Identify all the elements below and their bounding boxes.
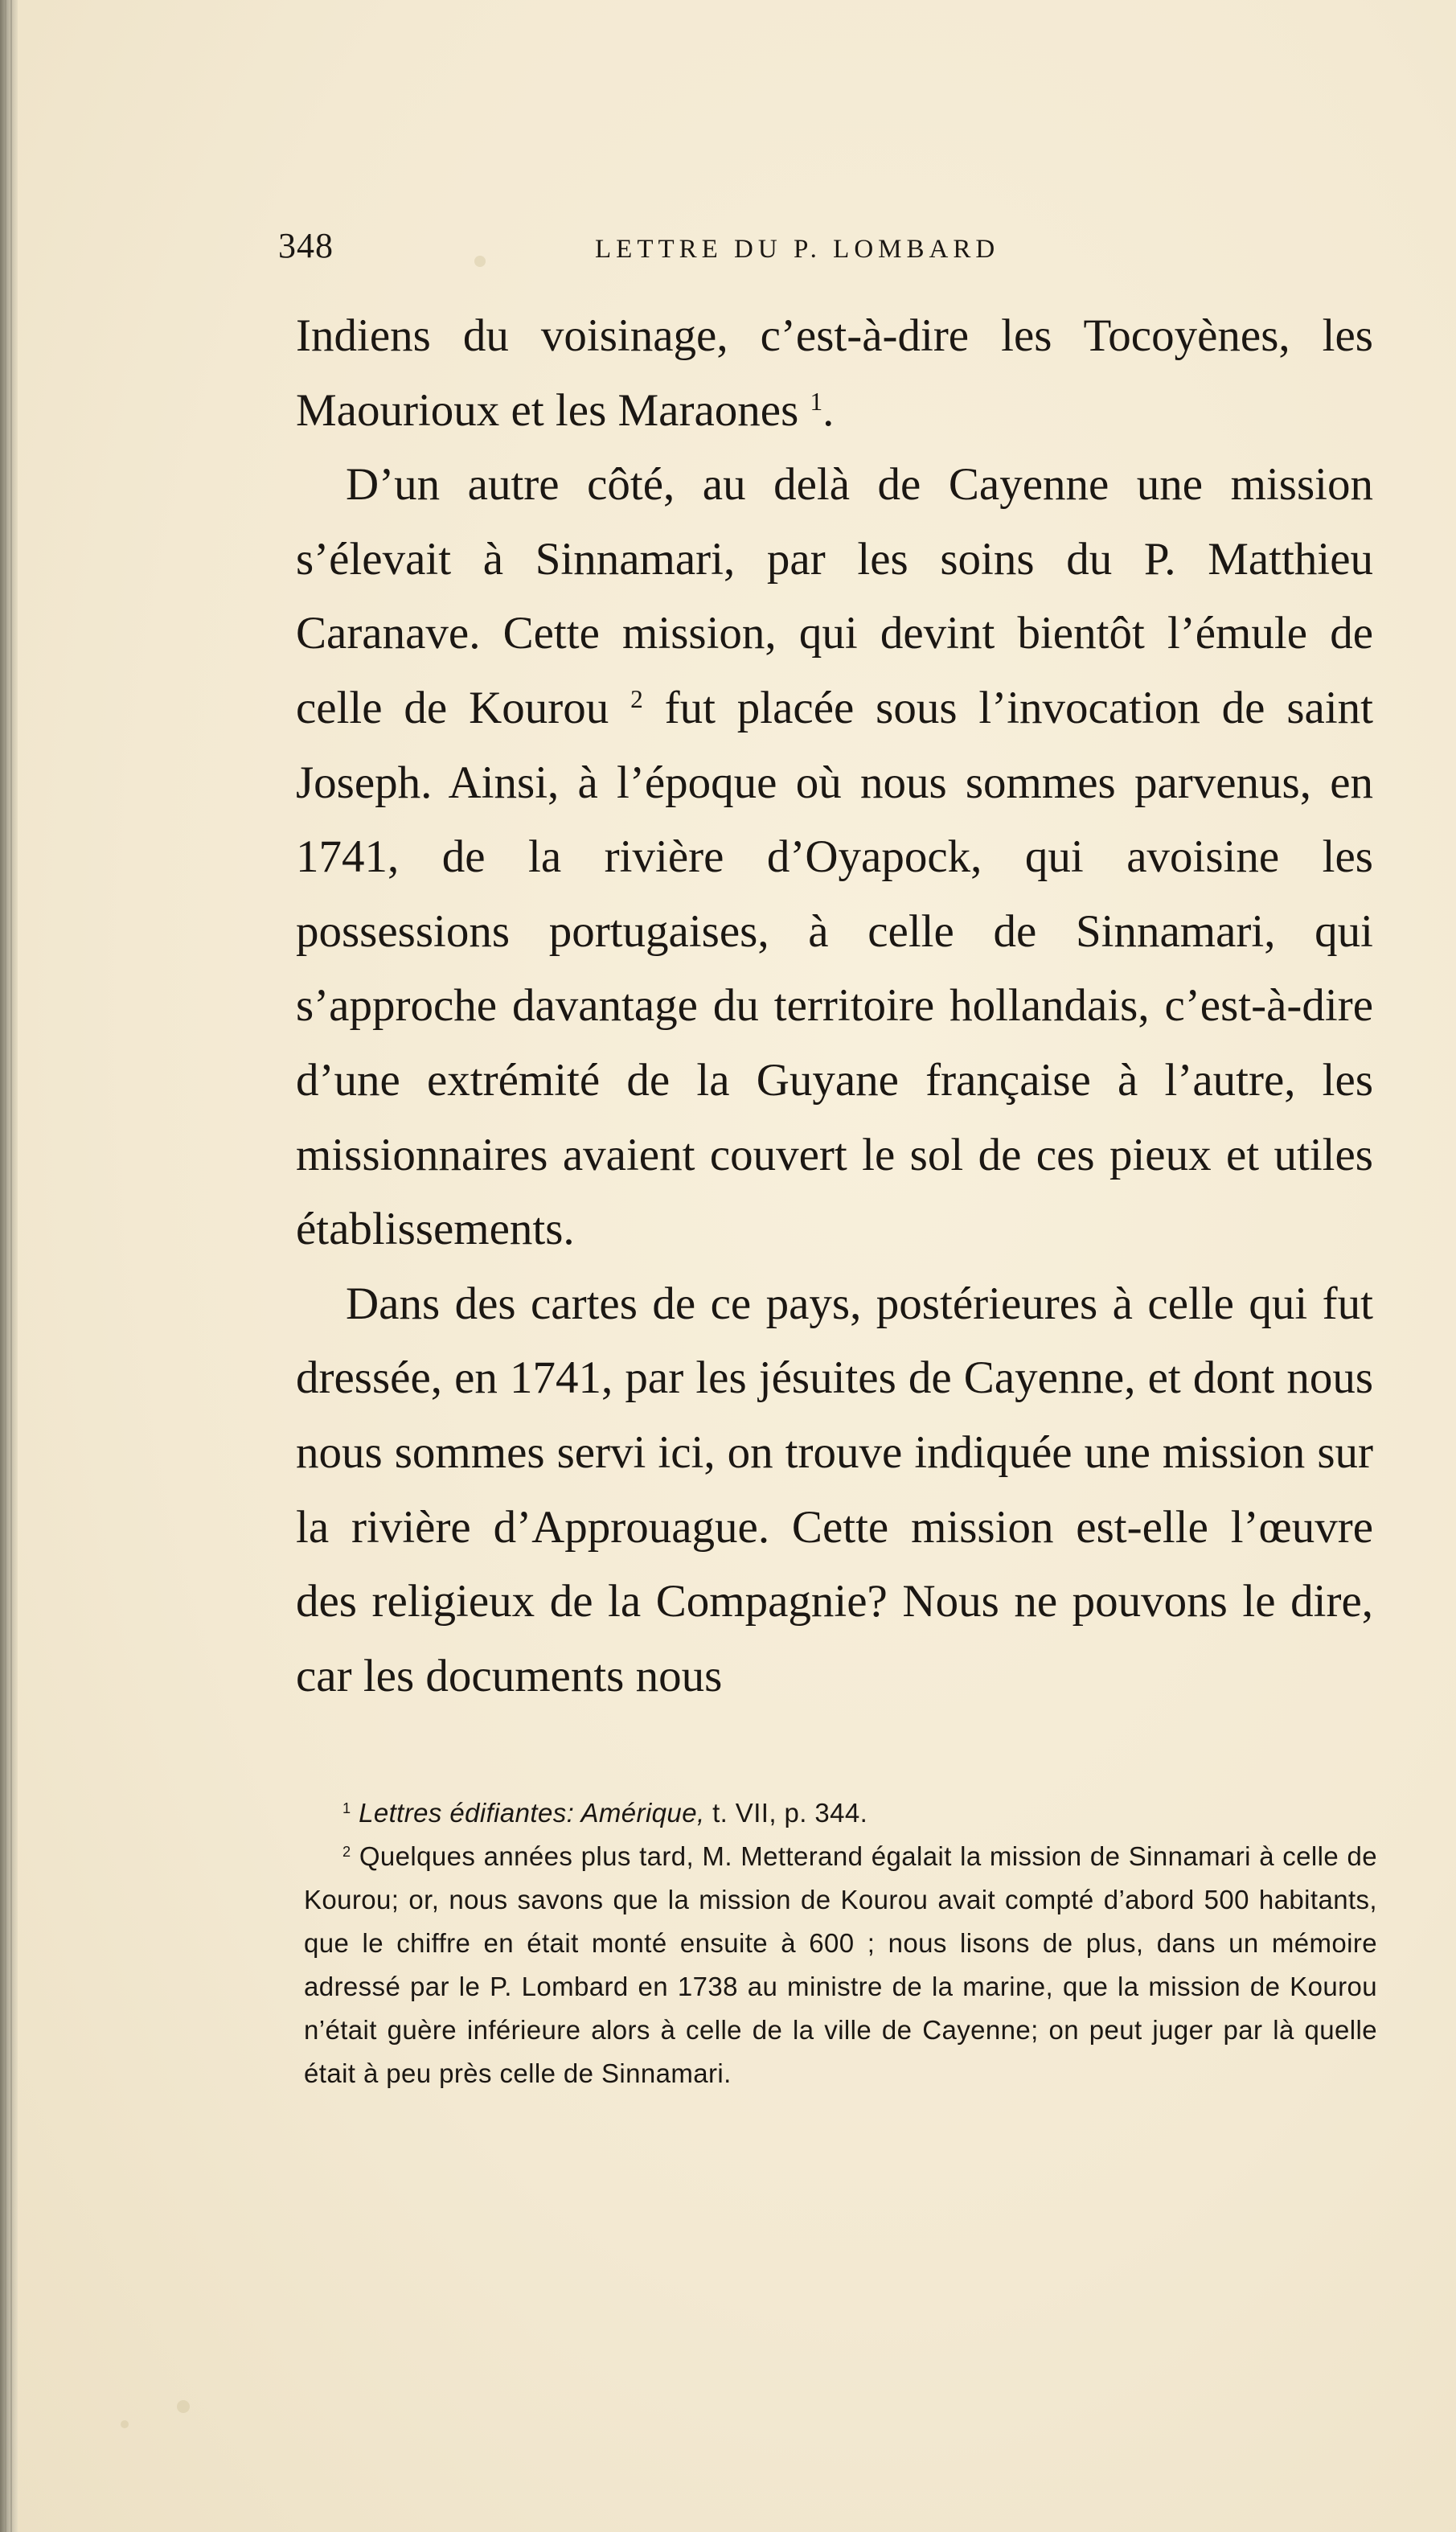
footnote-text: t. VII, p. 344.	[704, 1798, 868, 1828]
footnotes	[304, 1791, 1377, 2095]
paragraph-text: D’un autre côté, au delà de Cayenne une mission s’élevait à Sinnamari, par les soins du P. Matthieu Caranave. Cette mission, qui devint bientôt l’émule de celle de Kourou	[296, 459, 1373, 733]
footnote-text: Quelques années plus tard, M. Metterand égalait la mission de Sinnamari à celle de Kourou; or, nous savons que la mission de Kourou avait compté d’abord 500 habitants, que le chiffre en était monté ensuite à 600 ; nous lisons de plus, dans un mémoire adressé par le P. Lombard en 1738 au ministre de la marine, que la mission de Kourou n’était guère inférieure alors à celle de la ville de Cayenne; on peut juger par là quelle était à peu près celle de Sinnamari.	[304, 1841, 1377, 2088]
paper-stain	[177, 2400, 190, 2413]
page-header	[278, 222, 1376, 270]
footnote-mark: 2	[342, 1844, 351, 1861]
running-head: LETTRE DU P. LOMBARD	[595, 235, 1000, 264]
footnote-reference: 1	[810, 387, 823, 416]
paper-stain	[121, 2420, 129, 2428]
footnote-mark: 1	[342, 1800, 351, 1817]
paragraph	[296, 299, 1373, 448]
paragraph	[296, 448, 1373, 1267]
footnote-reference: 2	[630, 685, 643, 714]
footnote	[304, 1835, 1377, 2095]
book-spine-edge	[0, 0, 18, 2532]
paragraph-text: fut placée sous l’invocation de saint Joseph. Ainsi, à l’époque où nous sommes parvenus, en 1741, de la rivière d’Oyapock, qui avoisine les possessions portugaises, à celle de Sinnamari, qui s’approche davantage du territoire hollandais, c’est-à-dire d’une extrémité de la Guyane française à l’autre, les missionnaires avaient couvert le sol de ces pieux et utiles établissements.	[296, 682, 1373, 1255]
paragraph-text: Dans des cartes de ce pays, postérieures à celle qui fut dressée, en 1741, par les jésuites de Cayenne, et dont nous nous sommes servi ici, on trouve indiquée une mission sur la rivière d’Approuague. Cette mission est-elle l’œuvre des religieux de la Compagnie? Nous ne pouvons le dire, car les documents nous	[296, 1278, 1373, 1701]
page-edge-line	[5, 0, 6, 2532]
paragraph	[296, 1267, 1373, 1714]
paragraph-text: .	[822, 384, 835, 436]
page-number: 348	[278, 226, 334, 265]
paragraph-text: Indiens du voisinage, c’est-à-dire les Tocoyènes, les Maourioux et les Maraones	[296, 310, 1373, 436]
main-text	[296, 299, 1373, 1713]
footnote	[304, 1791, 1377, 1835]
page-edge-line	[10, 0, 12, 2532]
cited-work-title: Lettres édifiantes: Amérique,	[359, 1798, 705, 1828]
